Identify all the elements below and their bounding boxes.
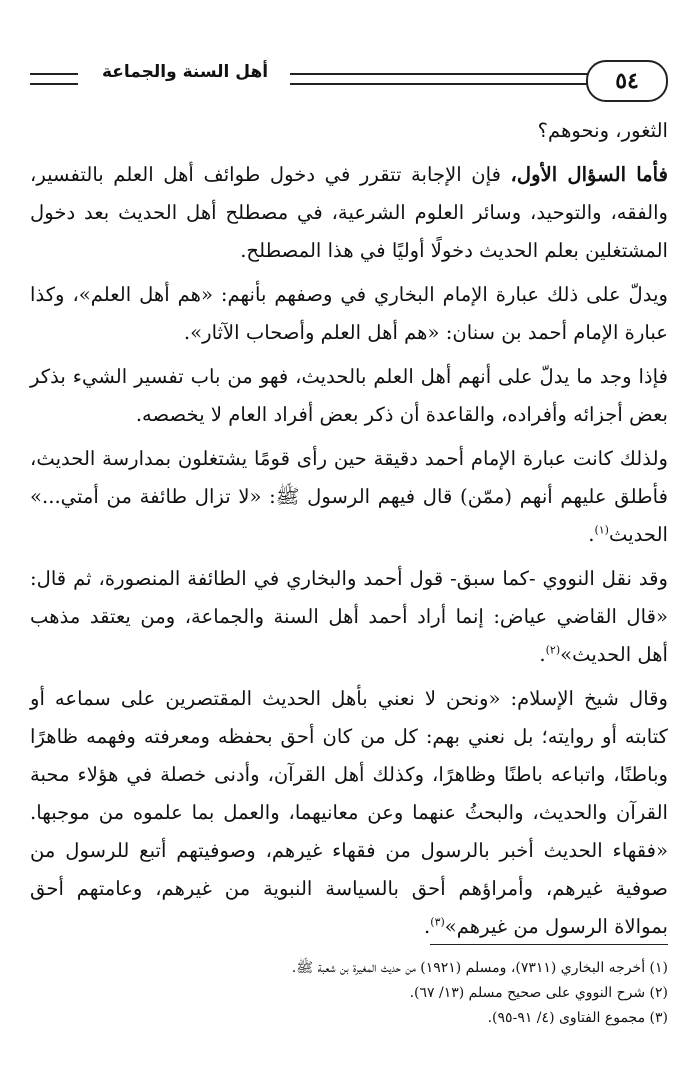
footnote-ref[interactable]: (٣)	[430, 915, 445, 929]
paragraph-lead: فأما السؤال الأول،	[510, 163, 668, 186]
paragraph: وقد نقل النووي -كما سبق- قول أحمد والبخاري في الطائفة المنصورة، ثم قال: «قال القاضي عياض: إنما أراد أحمد أهل السنة والجماعة، ومن يعتقد مذهب أهل الحديث»$^{(٢)}$.	[30, 567, 668, 666]
paragraph-text: وقال شيخ الإسلام: «ونحن لا نعني بأهل الحديث المقتصرين على سماعه أو كتابته أو روايته؛ بل نعني بهم: كل من كان أحق بحفظه ومعرفته وفهمه ظاهرًا وباطنًا، واتباعه باطنًا وظاهرًا، وكذلك أهل القرآن، وأدنى خصلة في هؤلاء محبة القرآن والحديث، والبحثُ عنهما وعن معانيهما، والعمل بما علموه من موجبها. «فقهاء الحديث أخبر بالرسول من فقهاء غيرهم، وصوفيتهم أتبع للرسول من صوفية غيرهم، وأمراؤهم أحق بالسياسة النبوية من غيرهم، وعامتهم أحق بموالاة الرسول من غيرهم»	[30, 687, 668, 938]
main-text	[30, 112, 668, 952]
paragraph-text: ويدلّ على ذلك عبارة الإمام البخاري في وصفهم بأنهم: «هم أهل العلم»، وكذا عبارة الإمام أحمد بن سنان: «هم أهل العلم وأصحاب الآثار».	[30, 283, 668, 344]
footnotes	[30, 956, 668, 1031]
paragraph-text: وقد نقل النووي -كما سبق- قول أحمد والبخاري في الطائفة المنصورة، ثم قال: «قال القاضي عياض: إنما أراد أحمد أهل السنة والجماعة، ومن يعتقد مذهب أهل الحديث»	[30, 567, 668, 666]
footnote: (٣) مجموع الفتاوى (٤/ ٩١-٩٥).	[487, 1010, 668, 1026]
footnote-separator	[430, 944, 668, 945]
header-rule-right	[290, 73, 590, 85]
footnote: (١) أخرجه البخاري (٧٣١١)، ومسلم (١٩٢١) من حديث المغيرة بن شعبة ﷺ.	[291, 960, 668, 976]
paragraph	[30, 358, 668, 434]
footnote: (٢) شرح النووي على صحيح مسلم (١٣/ ٦٧).	[409, 985, 668, 1001]
paragraph-text: فإذا وجد ما يدلّ على أنهم أهل العلم بالحديث، فهو من باب تفسير الشيء بذكر بعض أجزائه وأفراده، والقاعدة أن ذكر بعض أفراد العام لا يخصصه.	[30, 365, 668, 426]
paragraph-text: الثغور، ونحوهم؟	[537, 119, 668, 142]
page-number: ٥٤	[586, 60, 668, 102]
footnote-ref[interactable]: (١)	[594, 523, 609, 537]
paragraph-text: ولذلك كانت عبارة الإمام أحمد دقيقة حين رأى قومًا يشتغلون بمدارسة الحديث، فأطلق عليهم أنهم (ممّن) قال فيهم الرسول ﷺ: «لا تزال طائفة من أمتي...» الحديث	[30, 447, 668, 546]
paragraph	[30, 156, 668, 270]
paragraph	[30, 112, 668, 150]
paragraph-text: فإن الإجابة تتقرر في دخول طوائف أهل العلم بالتفسير، والفقه، والتوحيد، وسائر العلوم الشرعية، في مصطلح أهل الحديث بعد دخول المشتغلين بعلم الحديث دخولًا أوليًا في هذا المصطلح.	[30, 163, 668, 262]
paragraph: وقال شيخ الإسلام: «ونحن لا نعني بأهل الحديث المقتصرين على سماعه أو كتابته أو روايته؛ بل نعني بهم: كل من كان أحق بحفظه ومعرفته وفهمه ظاهرًا وباطنًا، واتباعه باطنًا وظاهرًا، وكذلك أهل القرآن، وأدنى خصلة في هؤلاء محبة القرآن والحديث، والبحثُ عنهما وعن معانيهما، والعمل بما علموه من موجبها. «فقهاء الحديث أخبر بالرسول من فقهاء غيرهم، وصوفيتهم أتبع للرسول من صوفية غيرهم، وأمراؤهم أحق بالسياسة النبوية من غيرهم، وعامتهم أحق بموالاة الرسول من غيرهم»$^{(٣)}$.	[30, 687, 668, 938]
footnote-ref[interactable]: (٢)	[545, 643, 561, 657]
running-title: أهل السنة والجماعة	[101, 62, 269, 82]
paragraph	[30, 276, 668, 352]
paragraph: ولذلك كانت عبارة الإمام أحمد دقيقة حين رأى قومًا يشتغلون بمدارسة الحديث، فأطلق عليهم أنهم (ممّن) قال فيهم الرسول ﷺ: «لا تزال طائفة من أمتي...» الحديث$^{(١)}$.	[30, 447, 668, 546]
page-header	[30, 60, 668, 102]
header-rule-left	[30, 73, 78, 85]
